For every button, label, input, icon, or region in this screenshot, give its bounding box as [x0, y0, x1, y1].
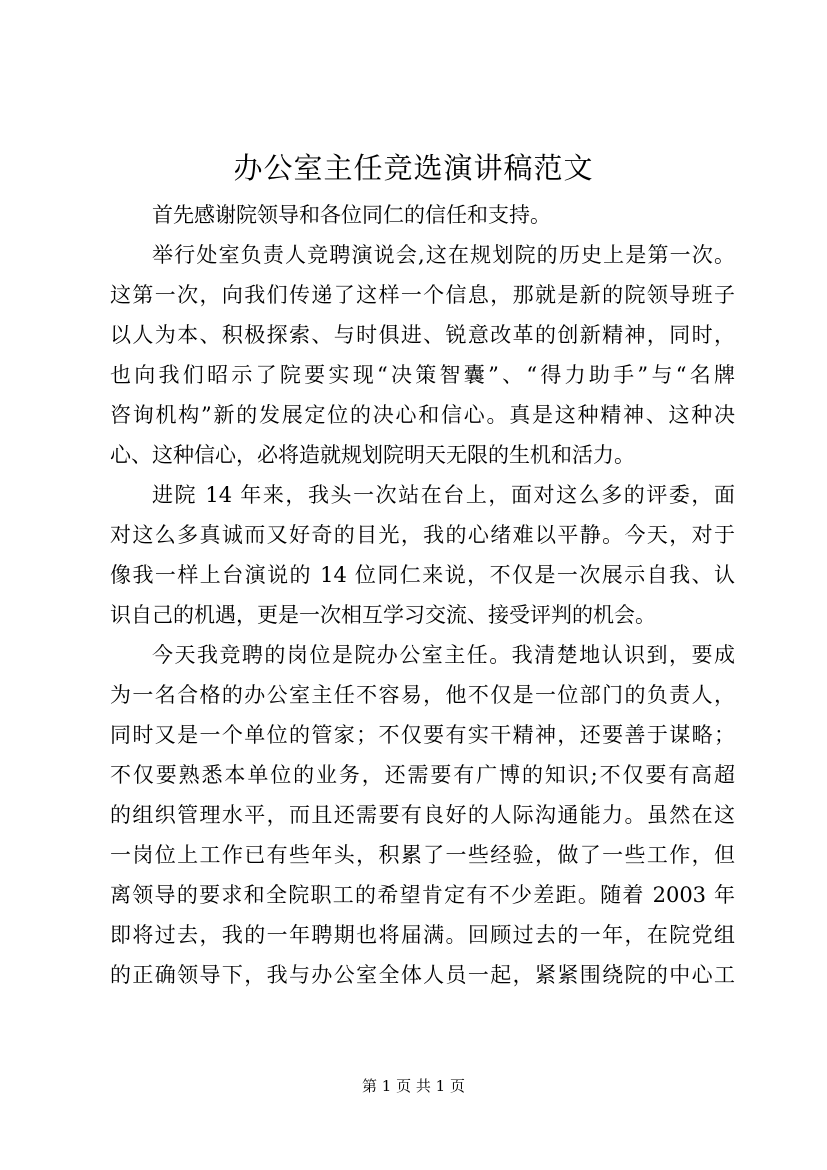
page-footer: 第 1 页 共 1 页: [362, 1077, 465, 1095]
document-title: 办公室主任竞选演讲稿范文: [233, 151, 594, 185]
body-line: 心、这种信心，必将造就规划院明天无限的生机和活力。: [110, 443, 635, 467]
body-line: 首先感谢院领导和各位同仁的信任和支持。: [152, 203, 551, 227]
body-line: 今天我竞聘的岗位是院办公室主任。我清楚地认识到，要成: [152, 643, 735, 667]
body-line: 的正确领导下，我与办公室全体人员一起，紧紧围绕院的中心工: [110, 963, 735, 987]
document-body: [110, 195, 735, 995]
body-line: 识自己的机遇，更是一次相互学习交流、接受评判的机会。: [110, 603, 656, 627]
body-line: 像我一样上台演说的 14 位同仁来说，不仅是一次展示自我、认: [110, 563, 735, 587]
body-line: 进院 14 年来，我头一次站在台上，面对这么多的评委，面: [152, 483, 735, 507]
body-line: 这第一次，向我们传递了这样一个信息，那就是新的院领导班子: [110, 283, 735, 307]
body-line: 对这么多真诚而又好奇的目光，我的心绪难以平静。今天，对于: [110, 523, 735, 547]
body-line: 的组织管理水平，而且还需要有良好的人际沟通能力。虽然在这: [110, 803, 735, 827]
body-line: 举行处室负责人竞聘演说会,这在规划院的历史上是第一次。: [152, 243, 735, 267]
body-line: 为一名合格的办公室主任不容易，他不仅是一位部门的负责人，: [110, 683, 735, 707]
body-line: 也向我们昭示了院要实现“决策智囊”、“得力助手”与“名牌: [110, 363, 735, 387]
body-line: 同时又是一个单位的管家；不仅要有实干精神，还要善于谋略；: [110, 723, 735, 747]
body-line: 离领导的要求和全院职工的希望肯定有不少差距。随着 2003 年: [110, 883, 735, 907]
body-line: 一岗位上工作已有些年头，积累了一些经验，做了一些工作，但: [110, 843, 735, 867]
body-line: 即将过去，我的一年聘期也将届满。回顾过去的一年，在院党组: [110, 923, 735, 947]
body-line: 咨询机构”新的发展定位的决心和信心。真是这种精神、这种决: [110, 403, 735, 427]
body-line: 不仅要熟悉本单位的业务，还需要有广博的知识;不仅要有高超: [110, 763, 735, 787]
body-line: 以人为本、积极探索、与时俱进、锐意改革的创新精神，同时，: [110, 323, 735, 347]
